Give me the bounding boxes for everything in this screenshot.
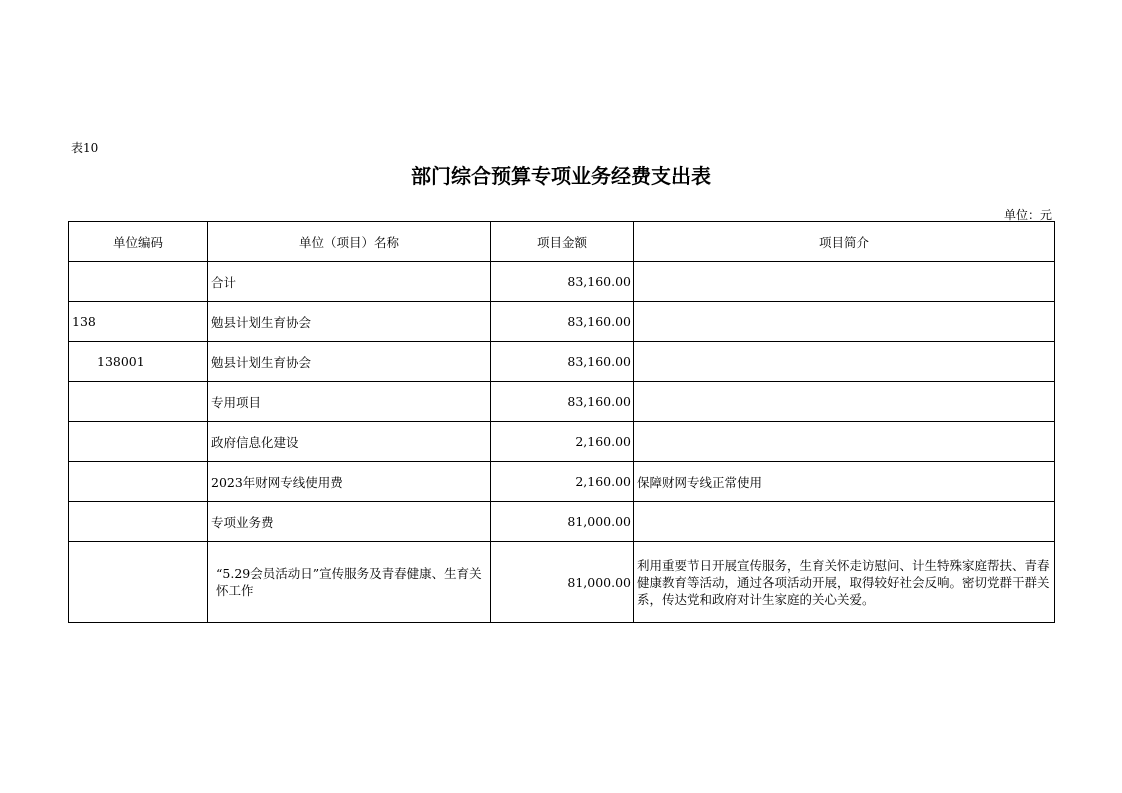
cell-amount: 83,160.00 (491, 382, 634, 422)
cell-name: “5.29会员活动日”宣传服务及青春健康、生育关怀工作 (208, 542, 491, 623)
cell-amount: 2,160.00 (491, 462, 634, 502)
table-row (69, 462, 1055, 502)
cell-code (69, 462, 208, 502)
cell-desc: 保障财网专线正常使用 (634, 462, 1055, 502)
header-name: 单位（项目）名称 (208, 222, 491, 262)
cell-amount: 2,160.00 (491, 422, 634, 462)
cell-name: 合计 (208, 262, 491, 302)
cell-name: 2023年财网专线使用费 (208, 462, 491, 502)
cell-desc (634, 302, 1055, 342)
cell-code (69, 422, 208, 462)
cell-name: 勉县计划生育协会 (208, 342, 491, 382)
table-row (69, 502, 1055, 542)
cell-desc (634, 262, 1055, 302)
table-row (69, 302, 1055, 342)
cell-amount: 83,160.00 (491, 262, 634, 302)
cell-code (69, 542, 208, 623)
cell-name: 勉县计划生育协会 (208, 302, 491, 342)
unit-label: 单位：元 (1003, 208, 1052, 222)
cell-code (69, 262, 208, 302)
cell-code: 138 (69, 302, 208, 342)
table-row (69, 382, 1055, 422)
page-title: 部门综合预算专项业务经费支出表 (411, 164, 711, 188)
cell-name: 政府信息化建设 (208, 422, 491, 462)
cell-code (69, 382, 208, 422)
cell-desc (634, 382, 1055, 422)
table-number: 表10 (71, 141, 99, 155)
cell-desc (634, 502, 1055, 542)
cell-code (69, 502, 208, 542)
cell-name: 专项业务费 (208, 502, 491, 542)
table-row (69, 262, 1055, 302)
table-row (69, 342, 1055, 382)
header-amount: 项目金额 (491, 222, 634, 262)
cell-amount: 83,160.00 (491, 342, 634, 382)
header-code: 单位编码 (69, 222, 208, 262)
cell-code: 138001 (69, 342, 208, 382)
cell-desc (634, 342, 1055, 382)
expenditure-table (68, 221, 1055, 623)
cell-name: 专用项目 (208, 382, 491, 422)
cell-amount: 81,000.00 (491, 502, 634, 542)
cell-amount: 81,000.00 (491, 542, 634, 623)
table-row (69, 542, 1055, 623)
cell-desc (634, 422, 1055, 462)
table-row (69, 422, 1055, 462)
header-desc: 项目简介 (634, 222, 1055, 262)
header-row (69, 222, 1055, 262)
cell-desc: 利用重要节日开展宣传服务，生育关怀走访慰问、计生特殊家庭帮扶、青春健康教育等活动，通过各项活动开展，取得较好社会反响。密切党群干群关系，传达党和政府对计生家庭的关心关爱。 (634, 542, 1055, 623)
cell-amount: 83,160.00 (491, 302, 634, 342)
